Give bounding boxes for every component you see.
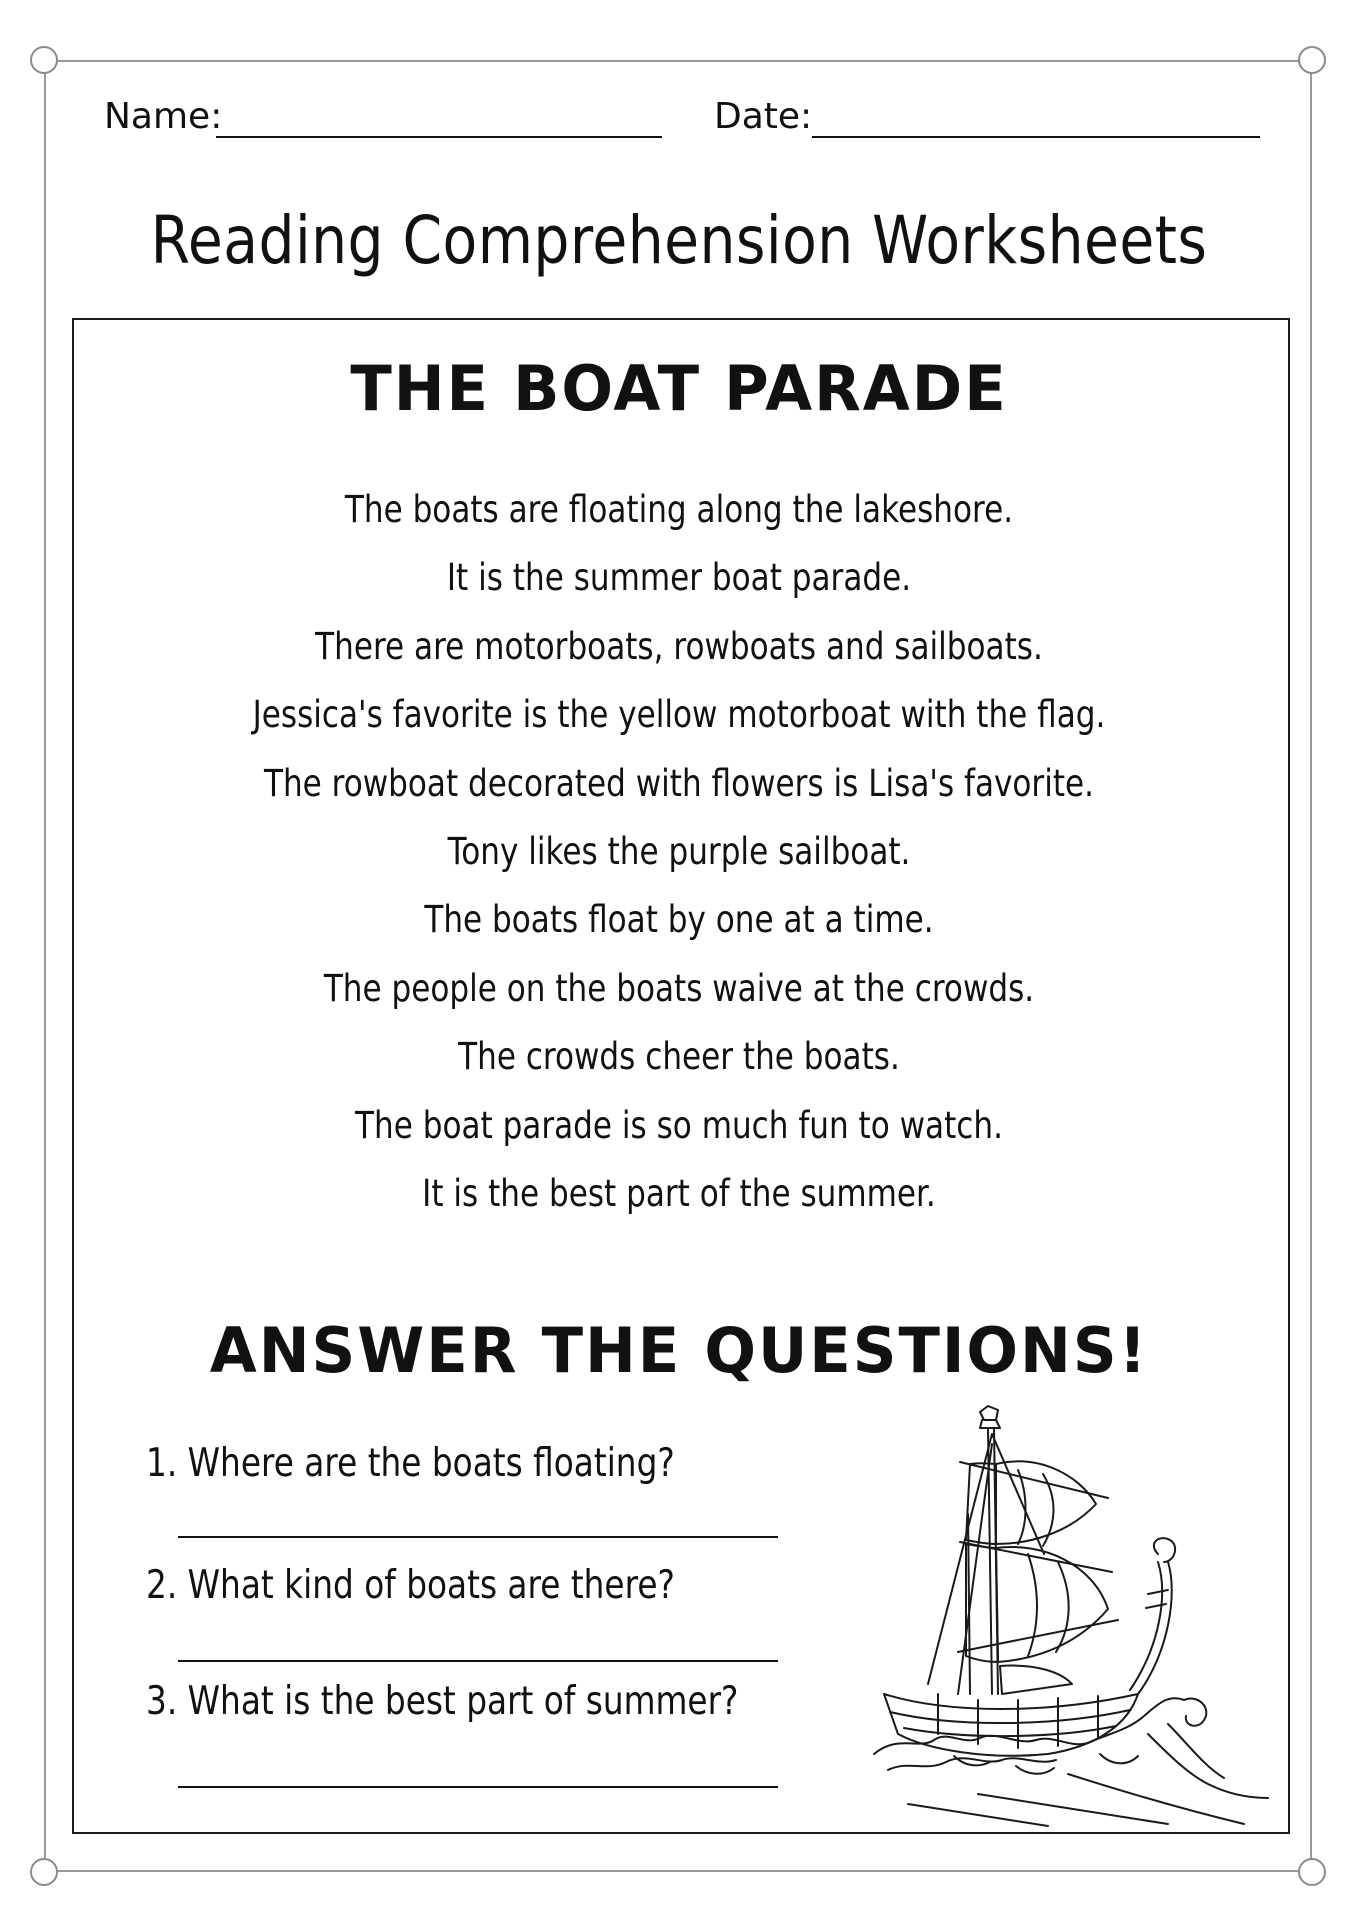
date-label: Date: <box>714 96 813 137</box>
date-field[interactable] <box>812 136 1260 138</box>
story-line: Jessica's favorite is the yellow motorboat with the flag. <box>252 693 1106 737</box>
story-line: The rowboat decorated with flowers is Lisa's favorite. <box>263 761 1095 805</box>
story-line: There are motorboats, rowboats and sailboats. <box>315 624 1043 668</box>
answer-line-3[interactable] <box>178 1786 778 1788</box>
story-line: It is the summer boat parade. <box>446 556 912 600</box>
story-line: The boats are floating along the lakeshore. <box>344 488 1014 531</box>
name-field[interactable] <box>216 136 662 138</box>
corner-circle-bottom-right <box>1298 1858 1326 1886</box>
answer-line-1[interactable] <box>178 1536 778 1538</box>
story-title: THE BOAT PARADE <box>350 352 1008 425</box>
story-line: It is the best part of the summer. <box>422 1171 936 1215</box>
question-1: 1. Where are the boats floating? <box>146 1441 675 1486</box>
questions-title: ANSWER THE QUESTIONS! <box>209 1314 1149 1387</box>
story-line: The boat parade is so much fun to watch. <box>355 1103 1003 1147</box>
story-text <box>0 476 1358 1228</box>
corner-circle-top-left <box>30 46 58 74</box>
name-label: Name: <box>104 96 223 137</box>
story-line: The boats float by one at a time. <box>424 898 934 942</box>
question-3: 3. What is the best part of summer? <box>146 1679 739 1724</box>
sailing-ship-icon <box>868 1394 1288 1832</box>
page-title: Reading Comprehension Worksheets <box>150 202 1208 279</box>
question-2: 2. What kind of boats are there? <box>146 1563 675 1608</box>
answer-line-2[interactable] <box>178 1660 778 1662</box>
header-row <box>0 92 1358 142</box>
story-line: The crowds cheer the boats. <box>458 1035 900 1079</box>
story-line: The people on the boats waive at the crowds. <box>323 966 1035 1010</box>
corner-circle-bottom-left <box>30 1858 58 1886</box>
story-line: Tony likes the purple sailboat. <box>447 829 911 873</box>
corner-circle-top-right <box>1298 46 1326 74</box>
